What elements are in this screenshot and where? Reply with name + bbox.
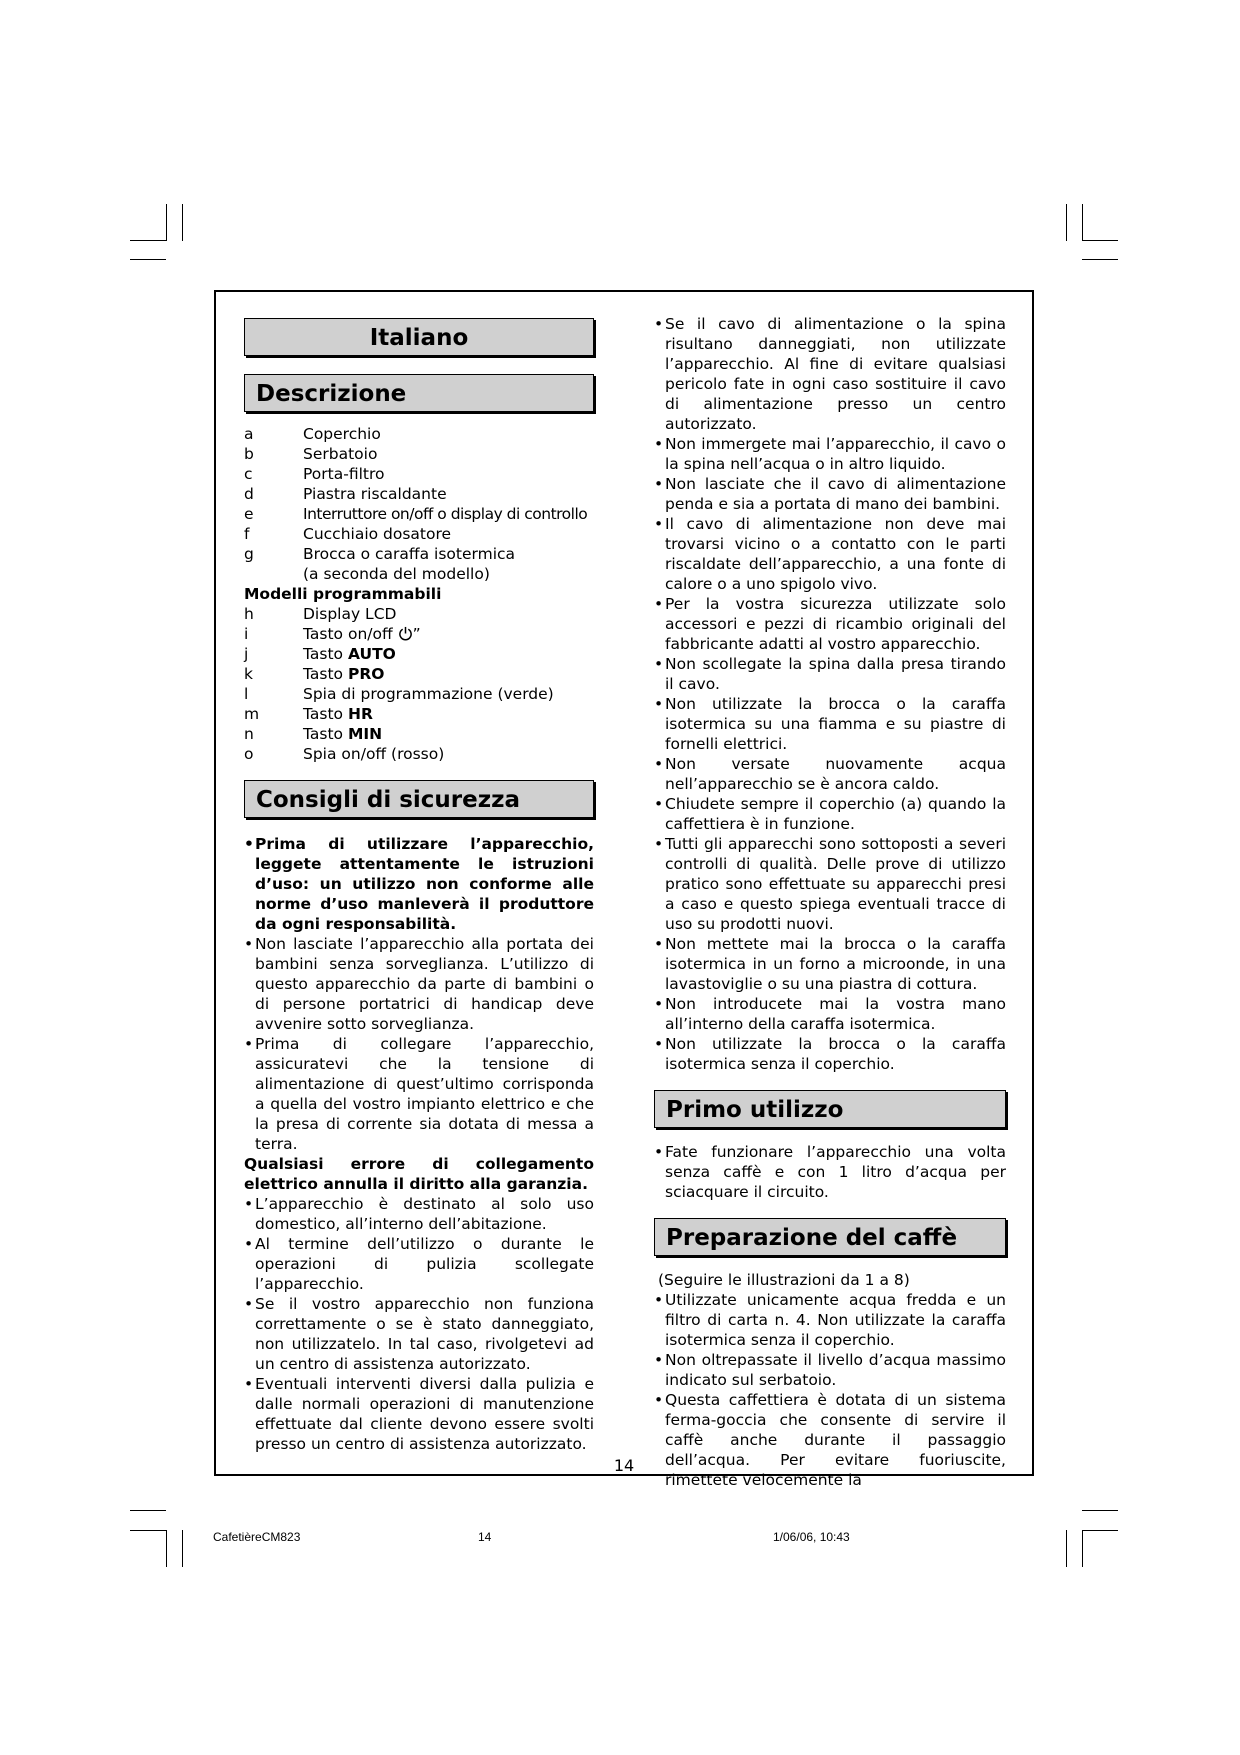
list-item: b Serbatoio bbox=[244, 445, 378, 463]
power-icon bbox=[398, 626, 413, 641]
list-item: • Non mettete mai la brocca o la caraffa isotermica in un forno a microonde, in una lavastoviglie o su una piastra di cottura. bbox=[654, 934, 1006, 994]
left-column bbox=[244, 318, 594, 1454]
list-item: • Per la vostra sicurezza utilizzate solo accessori e pezzi di ricambio originali del fabbricante adatti al vostro apparecchio. bbox=[654, 594, 1006, 654]
list-item: • Prima di utilizzare l’apparecchio, leggete attentamente le istruzioni d’uso: un utilizzo non conforme alle norme d’uso manleverà il produttore da ogni responsabilità. bbox=[244, 834, 594, 934]
list-item: • Non lasciate che il cavo di alimentazione penda e sia a portata di mano dei bambini. bbox=[654, 474, 1006, 514]
primo-heading: Primo utilizzo bbox=[654, 1090, 1006, 1128]
list-item: o Spia on/off (rosso) bbox=[244, 745, 445, 763]
list-item: • Se il cavo di alimentazione o la spina risultano danneggiati, non utilizzate l’apparecchio. Al fine di evitare qualsiasi pericolo fate in ogni caso sostituire il cavo di alimentazione presso un centro autorizzato. bbox=[654, 314, 1006, 434]
list-item: a Coperchio bbox=[244, 425, 381, 443]
programmable-subheading: Modelli programmabili bbox=[244, 585, 442, 603]
list-item: d Piastra riscaldante bbox=[244, 485, 447, 503]
crop-mark bbox=[130, 259, 166, 260]
footer-timestamp: 1/06/06, 10:43 bbox=[773, 1530, 850, 1544]
list-item: • Chiudete sempre il coperchio (a) quando la caffettiera è in funzione. bbox=[654, 794, 1006, 834]
list-item: • Utilizzate unicamente acqua fredda e un filtro di carta n. 4. Non utilizzate la caraffa isotermica senza il coperchio. bbox=[654, 1290, 1006, 1350]
crop-mark bbox=[166, 1530, 167, 1567]
list-item: • Non lasciate l’apparecchio alla portata dei bambini senza sorveglianza. L’utilizzo di questo apparecchio da parte di bambini o di persone portatrici di handicap deve avvenire sotto sorveglianza. bbox=[244, 934, 594, 1034]
list-item: • Non immergete mai l’apparecchio, il cavo o la spina nell’acqua o in altro liquido. bbox=[654, 434, 1006, 474]
list-item: • Questa caffettiera è dotata di un sistema ferma-goccia che consente di servire il caffè anche durante il passaggio dell’acqua. Per evitare fuoriuscite, rimettete velocemente la bbox=[654, 1390, 1006, 1490]
list-item: i Tasto on/off ” bbox=[244, 625, 421, 643]
crop-mark bbox=[130, 1510, 166, 1511]
list-item: f Cucchiaio dosatore bbox=[244, 525, 452, 543]
list-item: • Se il vostro apparecchio non funziona correttamente o se è stato danneggiato, non utilizzatelo. In tal caso, rivolgetevi ad un centro di assistenza autorizzato. bbox=[244, 1294, 594, 1374]
list-item: g Brocca o caraffa isotermica bbox=[244, 545, 516, 563]
crop-mark bbox=[130, 240, 166, 241]
parts-list bbox=[244, 424, 594, 764]
list-item: (a seconda del modello) bbox=[303, 565, 490, 583]
descrizione-heading: Descrizione bbox=[244, 374, 594, 412]
consigli-heading: Consigli di sicurezza bbox=[244, 780, 594, 818]
primo-list bbox=[654, 1142, 1006, 1202]
list-item: k Tasto PRO bbox=[244, 665, 385, 683]
list-item: • Non utilizzate la brocca o la caraffa isotermica su una fiamma e su piastre di fornelli elettrici. bbox=[654, 694, 1006, 754]
crop-mark bbox=[1082, 204, 1083, 241]
preparazione-heading: Preparazione del caffè bbox=[654, 1218, 1006, 1256]
crop-mark bbox=[182, 204, 183, 241]
list-item: • Non scollegate la spina dalla presa tirando il cavo. bbox=[654, 654, 1006, 694]
list-item: • Prima di collegare l’apparecchio, assicuratevi che la tensione di alimentazione di quest’ultimo corrisponda a quella del vostro impianto elettrico e che la presa di corrente sia dotata di messa a terra. bbox=[244, 1034, 594, 1154]
right-column bbox=[654, 314, 1006, 1490]
list-item: • Eventuali interventi diversi dalla pulizia e dalle normali operazioni di manutenzione effettuate dal cliente devono essere svolti presso un centro di assistenza autorizzato. bbox=[244, 1374, 594, 1454]
list-item: m Tasto HR bbox=[244, 705, 373, 723]
list-item: • L’apparecchio è destinato al solo uso domestico, all’interno dell’abitazione. bbox=[244, 1194, 594, 1234]
crop-mark bbox=[1066, 1530, 1067, 1567]
list-item: • Al termine dell’utilizzo o durante le operazioni di pulizia scollegate l’apparecchio. bbox=[244, 1234, 594, 1294]
list-item: • Fate funzionare l’apparecchio una volta senza caffè e con 1 litro d’acqua per sciacquare il circuito. bbox=[654, 1142, 1006, 1202]
list-item: j Tasto AUTO bbox=[244, 645, 396, 663]
crop-mark bbox=[130, 1530, 166, 1531]
list-item: • Non introducete mai la vostra mano all’interno della caraffa isotermica. bbox=[654, 994, 1006, 1034]
footer-filename: CafetièreCM823 bbox=[213, 1530, 301, 1544]
safety-list-1 bbox=[244, 834, 594, 1154]
list-item: n Tasto MIN bbox=[244, 725, 383, 743]
list-item: e Interruttore on/off o display di controllo bbox=[244, 505, 588, 523]
crop-mark bbox=[1066, 204, 1067, 241]
language-heading: Italiano bbox=[244, 318, 594, 356]
list-item: • Non versate nuovamente acqua nell’apparecchio se è ancora caldo. bbox=[654, 754, 1006, 794]
crop-mark bbox=[1082, 240, 1118, 241]
crop-mark bbox=[1082, 1510, 1118, 1511]
crop-mark bbox=[166, 204, 167, 241]
warranty-note: Qualsiasi errore di collegamento elettrico annulla il diritto alla garanzia. bbox=[244, 1155, 594, 1193]
list-item: • Non utilizzate la brocca o la caraffa isotermica senza il coperchio. bbox=[654, 1034, 1006, 1074]
safety-list-right bbox=[654, 314, 1006, 1074]
list-item: • Non oltrepassate il livello d’acqua massimo indicato sul serbatoio. bbox=[654, 1350, 1006, 1390]
list-item: • Tutti gli apparecchi sono sottoposti a severi controlli di qualità. Delle prove di utilizzo pratico sono effettuate su apparecchi presi a caso e questo spiega eventuali tracce di uso su prodotti nuovi. bbox=[654, 834, 1006, 934]
safety-list-2 bbox=[244, 1194, 594, 1454]
page-frame bbox=[214, 290, 1034, 1489]
list-item: c Porta-filtro bbox=[244, 465, 385, 483]
page-number: 14 bbox=[613, 1456, 635, 1475]
crop-mark bbox=[1082, 259, 1118, 260]
list-item: • Il cavo di alimentazione non deve mai trovarsi vicino o a contatto con le parti riscaldate dell’apparecchio, a una fonte di calore o a uno spigolo vivo. bbox=[654, 514, 1006, 594]
crop-mark bbox=[182, 1530, 183, 1567]
list-item: l Spia di programmazione (verde) bbox=[244, 685, 554, 703]
footer-page: 14 bbox=[478, 1530, 492, 1544]
crop-mark bbox=[1082, 1530, 1118, 1531]
crop-mark bbox=[1082, 1530, 1083, 1567]
prep-intro: (Seguire le illustrazioni da 1 a 8) bbox=[658, 1271, 910, 1289]
list-item: h Display LCD bbox=[244, 605, 397, 623]
